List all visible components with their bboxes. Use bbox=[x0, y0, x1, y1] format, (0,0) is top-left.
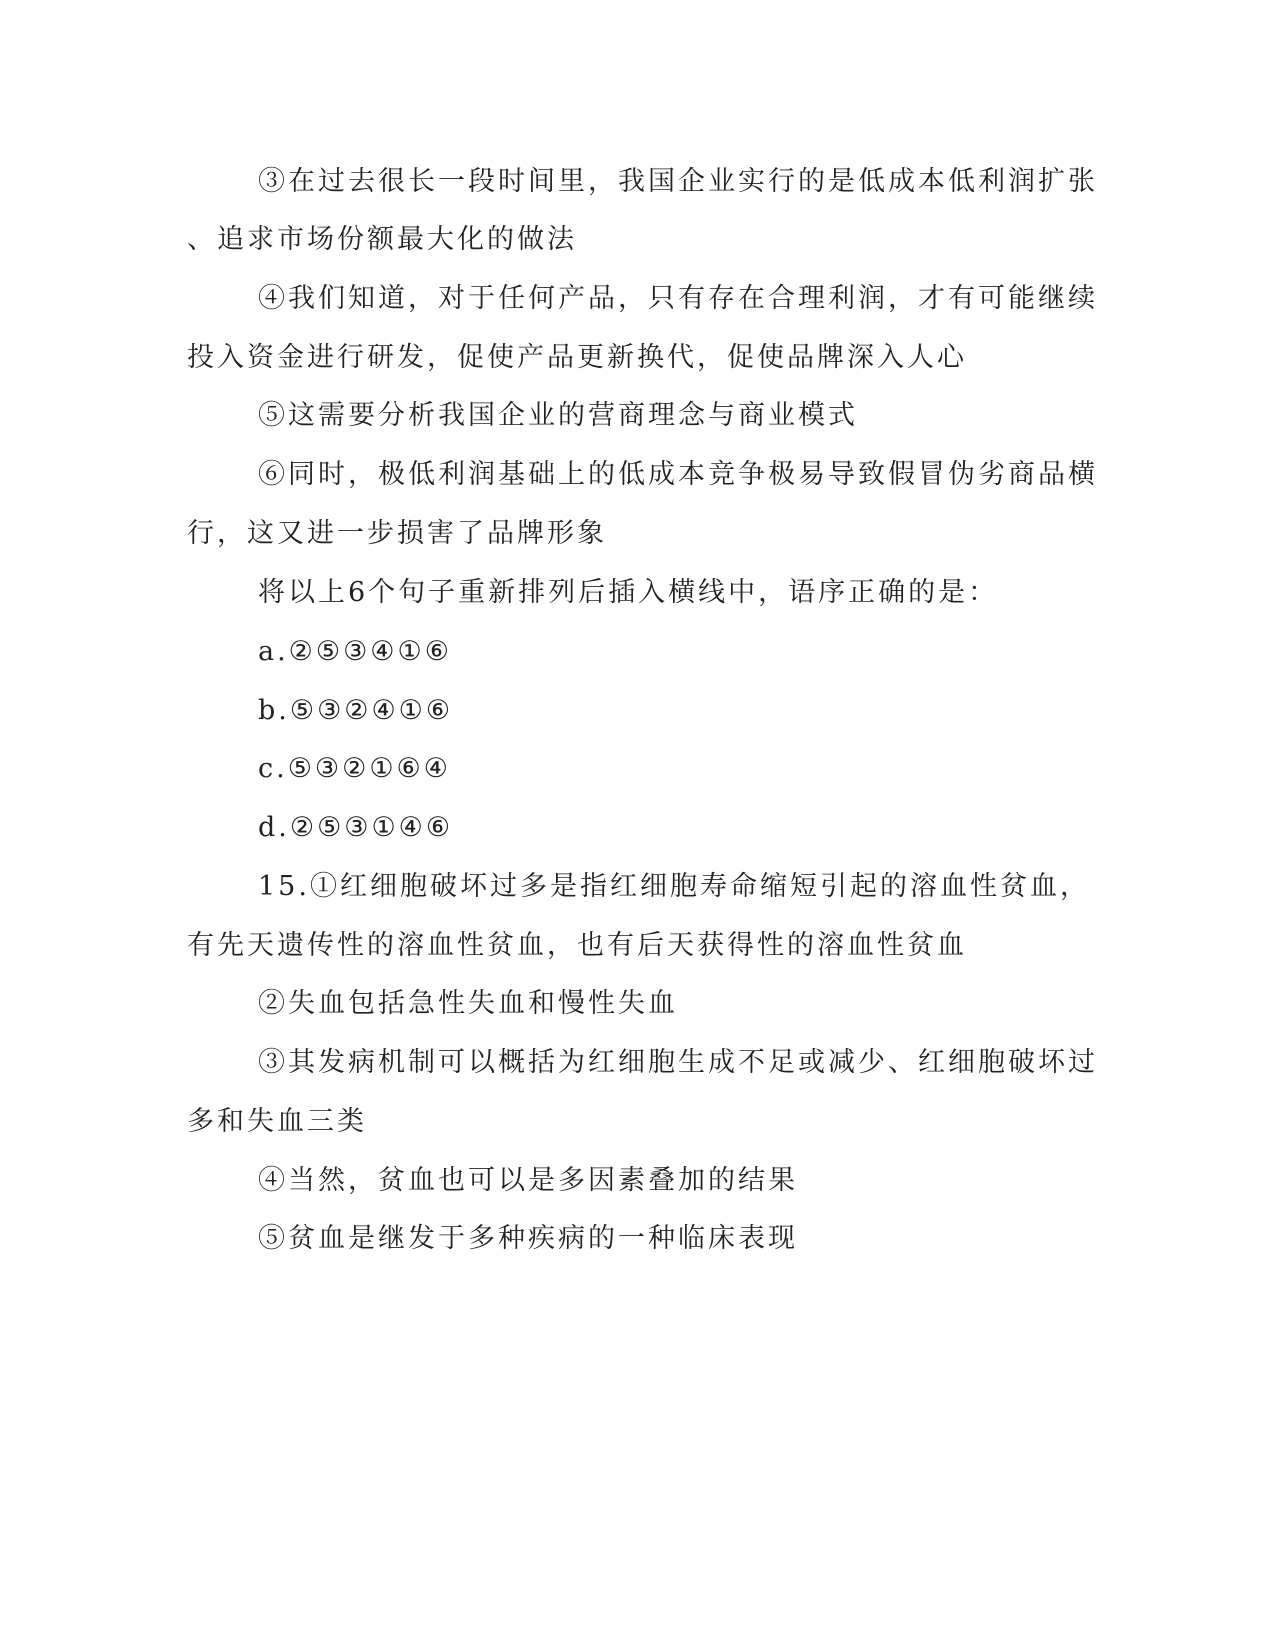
question-15-line: 15.①红细胞破坏过多是指红细胞寿命缩短引起的溶血性贫血， bbox=[258, 871, 1090, 902]
paragraph-line: 有先天遗传性的溶血性贫血，也有后天获得性的溶血性贫血 bbox=[187, 930, 967, 961]
answer-option-b: b.⑤③②④①⑥ bbox=[258, 695, 454, 726]
paragraph-line: ⑤这需要分析我国企业的营商理念与商业模式 bbox=[258, 400, 858, 431]
paragraph-line: ④当然，贫血也可以是多因素叠加的结果 bbox=[258, 1165, 798, 1196]
paragraph-line: 、追求市场份额最大化的做法 bbox=[187, 224, 577, 255]
answer-option-a: a.②⑤③④①⑥ bbox=[258, 636, 452, 667]
question-prompt: 将以上6个句子重新排列后插入横线中，语序正确的是： bbox=[258, 577, 999, 608]
paragraph-line: 投入资金进行研发，促使产品更新换代，促使品牌深入人心 bbox=[187, 342, 967, 373]
paragraph-line: 行，这又进一步损害了品牌形象 bbox=[187, 518, 607, 549]
paragraph-line: ⑤贫血是继发于多种疾病的一种临床表现 bbox=[258, 1223, 798, 1254]
paragraph-line: ③其发病机制可以概括为红细胞生成不足或减少、红细胞破坏过 bbox=[258, 1047, 1098, 1078]
paragraph-line: ③在过去很长一段时间里，我国企业实行的是低成本低利润扩张 bbox=[258, 166, 1098, 197]
paragraph-line: ⑥同时，极低利润基础上的低成本竞争极易导致假冒伪劣商品横 bbox=[258, 459, 1098, 490]
answer-option-c: c.⑤③②①⑥④ bbox=[258, 753, 451, 784]
paragraph-line: 多和失血三类 bbox=[187, 1106, 367, 1137]
paragraph-line: ④我们知道，对于任何产品，只有存在合理利润，才有可能继续 bbox=[258, 283, 1098, 314]
answer-option-d: d.②⑤③①④⑥ bbox=[258, 812, 454, 843]
paragraph-line: ②失血包括急性失血和慢性失血 bbox=[258, 988, 678, 1019]
